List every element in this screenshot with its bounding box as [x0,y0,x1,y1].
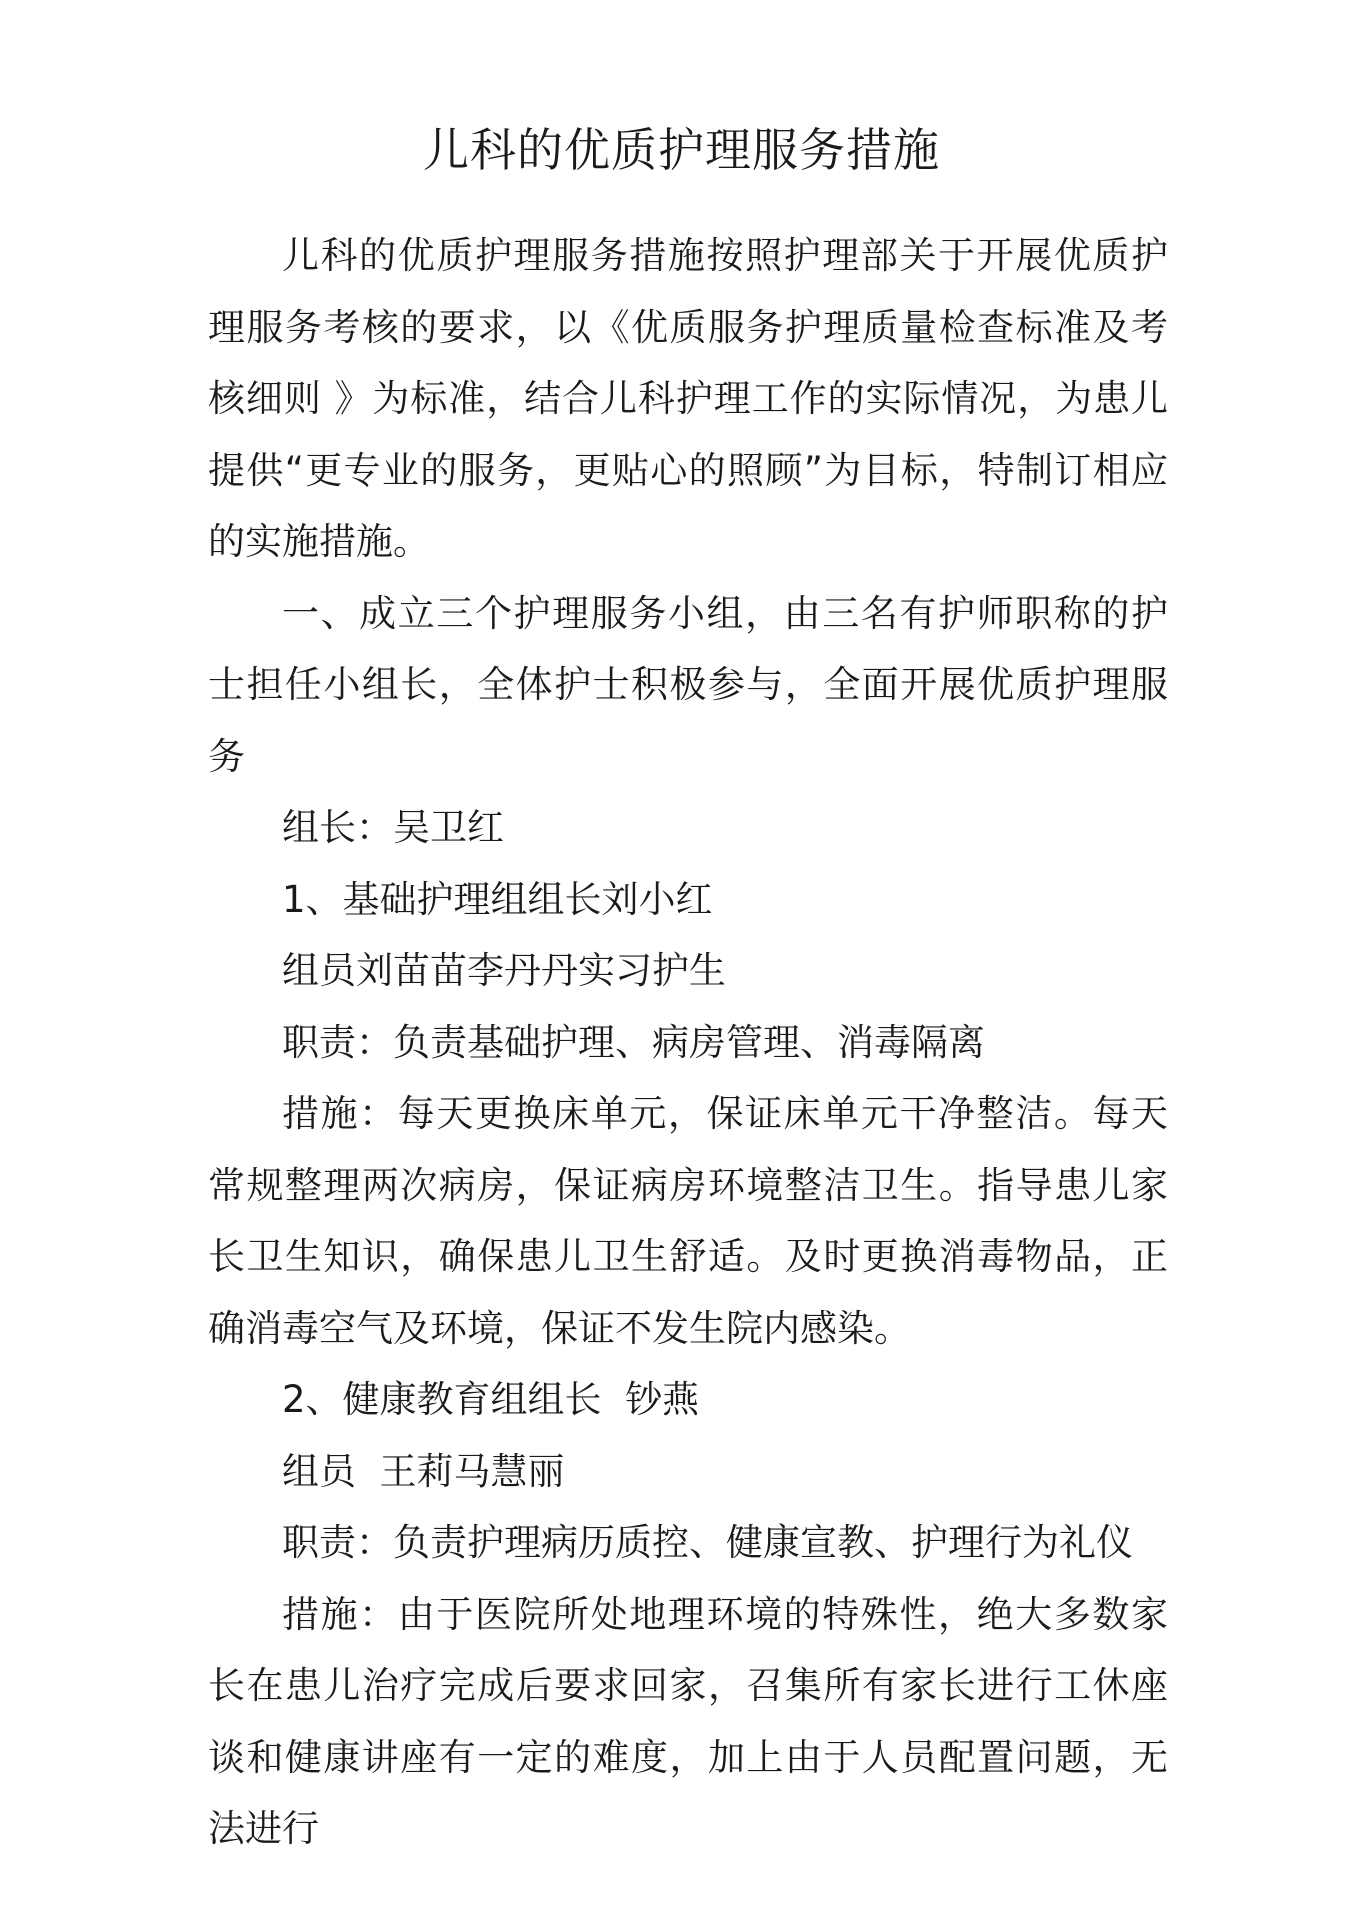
basic-care-group-heading: 1、基础护理组组长刘小红 [282,877,713,921]
section-one-heading: 一、成立三个护理服务小组，由三名有护师职称的护士担任小组长，全体护士积极参与，全面开展优质护理服务 [208,591,1168,778]
basic-care-duties: 职责：负责基础护理、病房管理、消毒隔离 [282,1020,985,1064]
health-education-duties: 职责：负责护理病历质控、健康宣教、护理行为礼仪 [282,1521,1133,1564]
basic-care-members: 组员刘苗苗李丹丹实习护生 [282,949,726,992]
intro-paragraph: 儿科的优质护理服务措施按照护理部关于开展优质护理服务考核的要求，以《优质服务护理质量检查标准及考核细则 》为标准，结合儿科护理工作的实际情况，为患儿提供“更专业的服务，更贴心的照顾”为目标，特制订相应的实施措施。 [208,234,1168,563]
basic-care-measures: 措施：每天更换床单元，保证床单元干净整洁。每天常规整理两次病房，保证病房环境整洁卫生。指导患儿家长卫生知识，确保患儿卫生舒适。及时更换消毒物品，正确消毒空气及环境，保证不发生院内感染。 [208,1092,1168,1350]
team-leader-line: 组长：吴卫红 [282,806,504,849]
health-education-group-heading: 2、健康教育组组长 钞燕 [282,1378,700,1421]
document-body [208,220,1168,1865]
health-education-measures: 措施：由于医院所处地理环境的特殊性，绝大多数家长在患儿治疗完成后要求回家，召集所有家长进行工休座谈和健康讲座有一定的难度，加上由于人员配置问题，无法进行 [208,1592,1168,1850]
document-title: 儿科的优质护理服务措施 [423,123,940,177]
health-education-members: 组员 王莉马慧丽 [282,1449,565,1493]
